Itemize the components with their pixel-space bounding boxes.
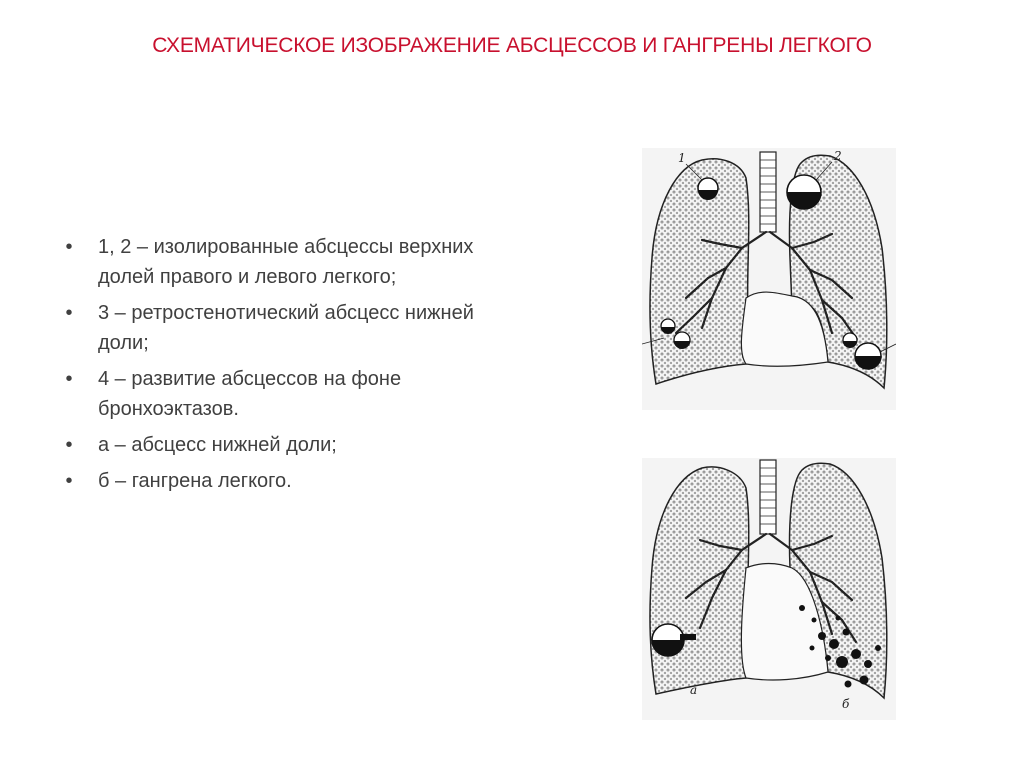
bullet-text: 1, 2 – изолированные абсцессы верхних долей правого и левого легкого; [98, 236, 474, 288]
trachea [760, 460, 776, 534]
lung-diagram-gangrene [642, 458, 896, 720]
list-item [62, 232, 522, 292]
right-lung [650, 467, 749, 694]
bullet-text: 3 – ретростенотический абсцесс нижней доли; [98, 302, 474, 354]
bullet-text: б – гангрена легкого. [98, 470, 292, 492]
bullet-icon: • [65, 434, 73, 456]
figure-label-1: 1 [678, 151, 686, 165]
lung-illustration [642, 148, 896, 410]
slide-title: СХЕМАТИЧЕСКОЕ ИЗОБРАЖЕНИЕ АБСЦЕССОВ И ГАНГРЕНЫ ЛЕГКОГО [152, 34, 872, 57]
lung-diagram-abscesses [642, 148, 896, 410]
figure-label-2: 2 [834, 149, 842, 163]
bullet-icon: • [65, 302, 73, 324]
bullet-icon: • [65, 236, 73, 258]
bullet-icon: • [65, 470, 73, 492]
figure-label-b: б [842, 697, 850, 711]
figure-label-a: а [690, 683, 698, 697]
lung-illustration [642, 458, 896, 720]
list-item [62, 430, 522, 460]
list-item [62, 466, 522, 496]
list-item [62, 298, 522, 358]
bullet-list [62, 232, 522, 502]
bullet-icon: • [65, 368, 73, 390]
bullet-text: а – абсцесс нижней доли; [98, 434, 337, 456]
bullet-text: 4 – развитие абсцессов на фоне бронхоэктазов. [98, 368, 402, 420]
list-item [62, 364, 522, 424]
